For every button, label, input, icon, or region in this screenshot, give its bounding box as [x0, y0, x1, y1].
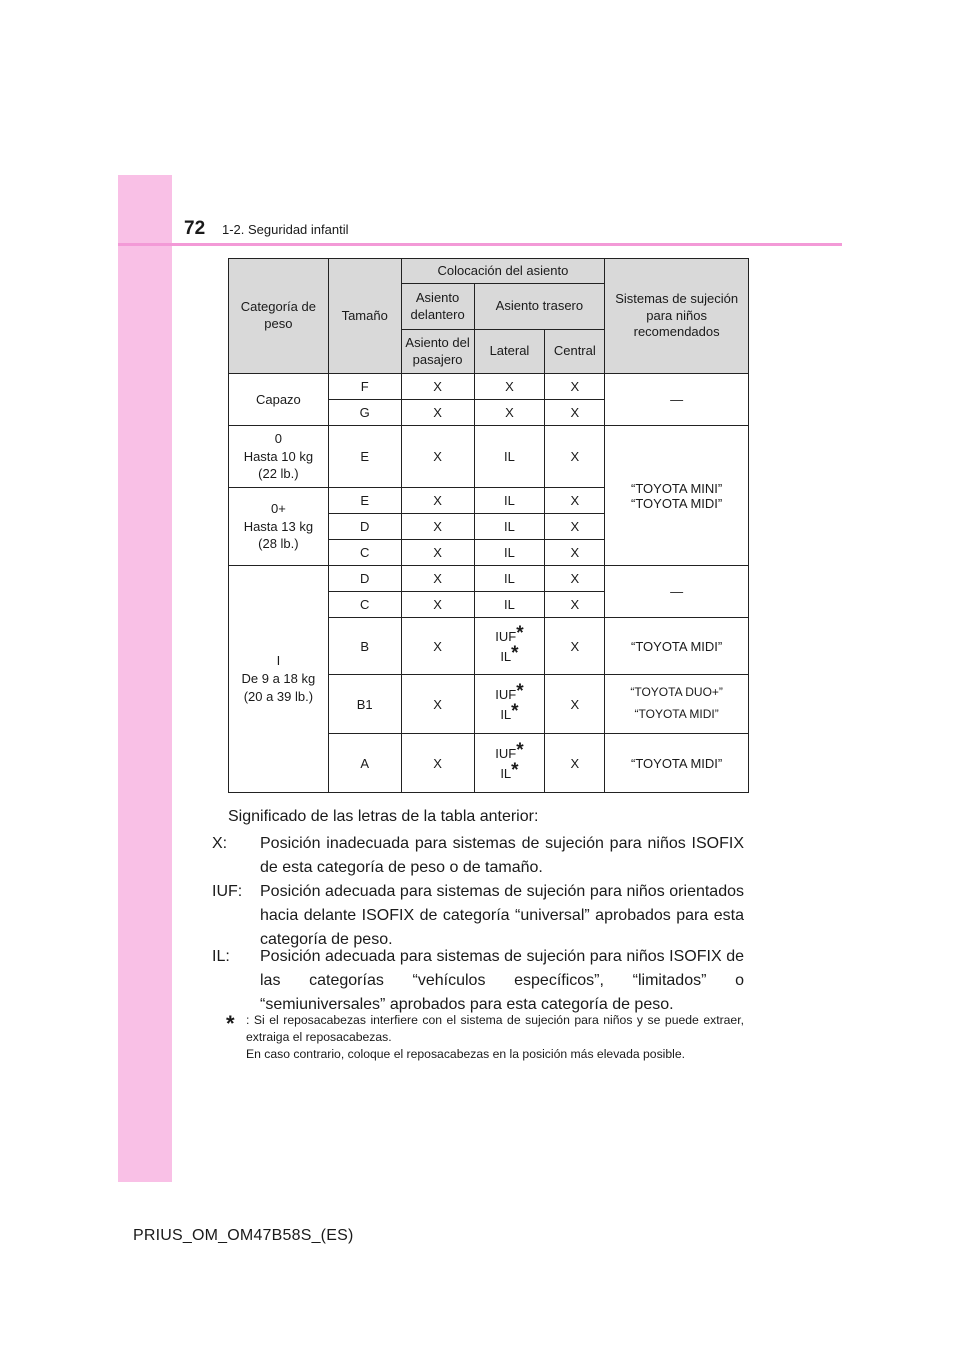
system-name: “TOYOTA MIDI” [631, 495, 723, 511]
lateral-cell: X [474, 400, 545, 426]
size-cell: C [328, 540, 401, 566]
central-cell: X [545, 400, 605, 426]
lateral-cell: IL [474, 592, 545, 618]
passenger-cell: X [401, 566, 474, 592]
legend-term: IL: [212, 948, 230, 965]
category-cell: 0+ Hasta 13 kg (28 lb.) [229, 488, 329, 566]
passenger-cell: X [401, 374, 474, 400]
size-cell: E [328, 426, 401, 488]
header-lateral: Lateral [474, 330, 545, 374]
size-cell: D [328, 566, 401, 592]
header-systems: Sistemas de sujeción para niños recomendados [605, 259, 749, 374]
system-name: “TOYOTA MIDI” [634, 707, 719, 721]
asterisk-mark: * [516, 740, 524, 762]
legend-item [212, 880, 744, 952]
lateral-cell: X [474, 374, 545, 400]
lateral-cell [474, 675, 545, 734]
systems-cell: “TOYOTA MIDI” [605, 734, 749, 793]
legend-desc: Posición inadecuada para sistemas de sujeción para niños ISOFIX de esta categoría de peso o de tamaño. [260, 835, 744, 876]
systems-cell: — [605, 374, 749, 426]
central-cell: X [545, 566, 605, 592]
header-rule [118, 243, 842, 246]
footnote-text: En caso contrario, coloque el reposacabezas en la posición más elevada posible. [246, 1047, 686, 1062]
asterisk-mark: * [516, 623, 524, 645]
legend-term: X: [212, 835, 228, 852]
systems-cell: “TOYOTA MIDI” [605, 618, 749, 675]
passenger-cell: X [401, 734, 474, 793]
size-cell: F [328, 374, 401, 400]
footnote-mark: * [226, 1011, 235, 1036]
lateral-cell: IL [474, 514, 545, 540]
system-name: “TOYOTA MINI” [631, 480, 723, 496]
passenger-cell: X [401, 400, 474, 426]
lateral-code: IUF [495, 629, 517, 645]
passenger-cell: X [401, 514, 474, 540]
footer-doc-id: PRIUS_OM_OM47B58S_(ES) [133, 1227, 354, 1244]
category-cell: 0 Hasta 10 kg (22 lb.) [229, 426, 329, 488]
size-cell: C [328, 592, 401, 618]
table-row [229, 566, 749, 592]
side-color-band [118, 175, 172, 1182]
passenger-cell: X [401, 592, 474, 618]
central-cell: X [545, 734, 605, 793]
systems-cell [605, 426, 749, 566]
central-cell: X [545, 374, 605, 400]
size-cell: A [328, 734, 401, 793]
asterisk-mark: * [511, 760, 519, 781]
asterisk-mark: * [511, 701, 519, 722]
legend-item [212, 945, 744, 1017]
header-size: Tamaño [328, 259, 401, 374]
central-cell: X [545, 618, 605, 675]
legend-item [212, 832, 744, 880]
legend-desc: Posición adecuada para sistemas de sujeción para niños ISOFIX de las categorías “vehículos específicos”, “limitados” o “semiuniversales” aprobados para esta categoría de peso. [260, 948, 744, 1013]
central-cell: X [545, 540, 605, 566]
passenger-cell: X [401, 618, 474, 675]
header-seat-position: Colocación del asiento [401, 259, 605, 284]
size-cell: B [328, 618, 401, 675]
footnote-text: : Si el reposacabezas interfiere con el sistema de sujeción para niños y se puede extraer, extraiga el reposacabezas. [246, 1013, 744, 1045]
size-cell: D [328, 514, 401, 540]
lateral-code: IUF [495, 746, 517, 762]
passenger-cell: X [401, 426, 474, 488]
lateral-code: IL [500, 766, 512, 781]
category-cell: I De 9 a 18 kg (20 a 39 lb.) [229, 566, 329, 793]
asterisk-mark: * [516, 681, 524, 703]
lateral-cell: IL [474, 488, 545, 514]
lateral-code: IUF [495, 687, 517, 703]
central-cell: X [545, 426, 605, 488]
passenger-cell: X [401, 675, 474, 734]
lateral-cell: IL [474, 566, 545, 592]
passenger-cell: X [401, 488, 474, 514]
section-title: 1-2. Seguridad infantil [222, 222, 349, 237]
size-cell: G [328, 400, 401, 426]
systems-cell [605, 675, 749, 734]
size-cell: B1 [328, 675, 401, 734]
central-cell: X [545, 675, 605, 734]
header-rear-seat: Asiento trasero [474, 284, 605, 330]
lateral-cell [474, 618, 545, 675]
page-number: 72 [184, 218, 206, 239]
child-seat-table [228, 258, 749, 793]
category-cell: Capazo [229, 374, 329, 426]
central-cell: X [545, 592, 605, 618]
system-name: “TOYOTA DUO+” [630, 685, 723, 700]
central-cell: X [545, 488, 605, 514]
lateral-cell: IL [474, 426, 545, 488]
asterisk-mark: * [511, 643, 519, 664]
header-passenger: Asiento del pasajero [401, 330, 474, 374]
lateral-cell [474, 734, 545, 793]
header-category: Categoría de peso [229, 259, 329, 374]
table-row [229, 426, 749, 488]
header-central: Central [545, 330, 605, 374]
systems-cell: — [605, 566, 749, 618]
legend-intro: Significado de las letras de la tabla anterior: [228, 808, 539, 825]
header-front-seat: Asiento delantero [401, 284, 474, 330]
legend-term: IUF: [212, 883, 243, 900]
central-cell: X [545, 514, 605, 540]
size-cell: E [328, 488, 401, 514]
footnote [226, 1012, 744, 1063]
legend-desc: Posición adecuada para sistemas de sujeción para niños orientados hacia delante ISOFIX de categoría “universal” aprobados para esta categoría de peso. [260, 883, 744, 948]
lateral-code: IL [500, 649, 512, 664]
passenger-cell: X [401, 540, 474, 566]
lateral-code: IL [500, 707, 512, 722]
lateral-cell: IL [474, 540, 545, 566]
table-row [229, 374, 749, 400]
